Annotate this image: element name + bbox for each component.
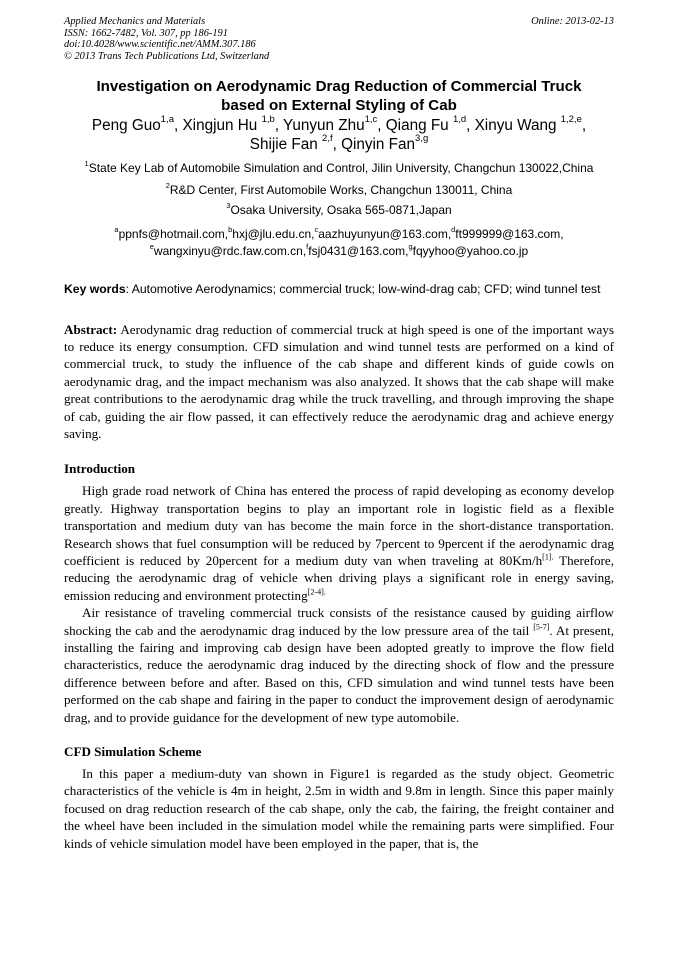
keywords <box>64 281 614 299</box>
paragraph-text: Therefore, reducing the aerodynamic drag of vehicle when driving plays a significant role in energy saving, emission reducing and environment protecting <box>64 552 615 603</box>
email-mark: c <box>314 224 319 234</box>
author-affiliation-mark: 1,a <box>160 114 174 126</box>
paragraph-text: . At present, installing the fairing and improving cab design have been adopted greatly to improve the flow field characteristics, reduce the aerodynamic drag induced by the directing shock of flow and the pressure difference between before and after. Based on this, CFD simulation and wind tunnel tests have been performed on the cab shape and fairing in the paper to conduct the improvement design of aerodynamic drag, and to provide guidance for the development of new type automobile. <box>64 622 614 725</box>
author-name: Shijie Fan <box>249 136 323 153</box>
email-address[interactable]: hxj@jlu.edu.cn, <box>232 227 315 241</box>
affiliation-mark: 3 <box>226 200 231 210</box>
author-affiliation-mark: 1,c <box>364 114 378 126</box>
author-name: Qiang Fu <box>385 117 453 134</box>
affiliation-1 <box>64 158 614 176</box>
email-address[interactable]: fqyyhoo@yahoo.co.jp <box>412 244 529 258</box>
affiliation-mark: 1 <box>84 158 89 168</box>
keywords-text: : Automotive Aerodynamics; commercial truck; low-wind-drag cab; CFD; wind tunnel test <box>125 282 601 296</box>
online-date: Online: 2013-02-13 <box>531 16 614 27</box>
email-address[interactable]: wangxinyu@rdc.faw.com.cn, <box>153 244 307 258</box>
email-mark: d <box>451 224 456 234</box>
journal-doi: doi:10.4028/www.scientific.net/AMM.307.186 <box>64 39 256 50</box>
introduction-paragraph-1 <box>64 482 614 604</box>
author-line-2: Shijie Fan $^{2,f}$, Qinyin Fan$^{3,g}$ <box>249 133 429 153</box>
author-affiliation-mark: 3,g <box>415 133 429 145</box>
author-affiliation-mark: 1,d <box>452 114 467 126</box>
paragraph-text: Air resistance of traveling commercial truck consists of the resistance caused by guiding airflow shocking the cab and the aerodynamic drag induced by the low pressure area of the tail <box>64 605 614 638</box>
email-mark: a <box>114 224 119 234</box>
journal-header <box>64 16 614 62</box>
author-name: Peng Guo <box>91 117 161 134</box>
author-name: Xingjun Hu <box>182 117 262 134</box>
abstract <box>64 321 614 443</box>
email-address[interactable]: ft999999@163.com, <box>455 227 564 241</box>
author-name: Qinyin Fan <box>341 136 416 153</box>
affiliation-2 <box>64 180 614 198</box>
author-name: Yunyun Zhu <box>282 117 365 134</box>
paper-title <box>64 77 614 115</box>
title-line-1: Investigation on Aerodynamic Drag Reduction of Commercial Truck <box>96 78 582 95</box>
author-list <box>64 116 614 154</box>
title-line-2: based on External Styling of Cab <box>221 97 457 114</box>
cfd-paragraph-1: In this paper a medium-duty van shown in Figure1 is regarded as the study object. Geometric characteristics of the vehicle is 4m in height, 2.5m in width and 9.8m in length. Since this paper mainly focused on drag reduction research of the cab shape, only the cab, the fairing, the freight container and the wheel have been included in the simulation model while the remaining parts were simplified. Four kinds of vehicle simulation model have been employed in the paper, that is, the <box>64 766 614 851</box>
affiliation-3 <box>64 200 614 218</box>
citation-ref: [2-4]. <box>307 587 326 597</box>
affiliation-text: Osaka University, Osaka 565-0871,Japan <box>230 203 452 217</box>
email-mark: g <box>408 241 413 251</box>
email-address[interactable]: fsj0431@163.com, <box>308 244 409 258</box>
paragraph-text: High grade road network of China has entered the process of rapid developing as economy develop greatly. Highway transportation begins to play an important role in logistic field as a flexible transportation and medium duty van has become the main force in the short-distance transportation. Research shows that fuel consumption will be reduced by 7percent to 9percent if the aerodynamic drag coefficient is reduced by 20percent for a medium duty van when traveling at 80Km/h <box>64 483 614 568</box>
email-mark: b <box>228 224 233 234</box>
email-mark: e <box>149 241 154 251</box>
email-address[interactable]: ppnfs@hotmail.com, <box>118 227 229 241</box>
email-address[interactable]: aazhuyunyun@163.com, <box>318 227 452 241</box>
email-mark: f <box>306 241 309 251</box>
citation-ref: [1]. <box>542 552 554 562</box>
introduction-heading: Introduction <box>64 461 136 477</box>
email-line-1 <box>64 226 614 243</box>
author-affiliation-mark: 1,2,e <box>560 114 582 126</box>
cfd-heading: CFD Simulation Scheme <box>64 744 202 760</box>
email-line-2 <box>64 243 614 260</box>
journal-issn: ISSN: 1662-7482, Vol. 307, pp 186-191 <box>64 27 228 39</box>
affiliation-text: R&D Center, First Automobile Works, Changchun 130011, China <box>169 183 513 197</box>
author-name: Xinyu Wang <box>474 117 561 134</box>
abstract-text: Aerodynamic drag reduction of commercial truck at high speed is one of the important ways to reduce its energy consumption. CFD simulation and wind tunnel tests are performed on a kind of commercial truck, to study the influence of the cab shape and different kinds of guide cowls on aerodynamic drag, and the impact mechanism was also analyzed. It shows that the cab shape will make great contributions to the aerodynamic drag while the truck travelling, and through improving the shape of cab, guiding the air flow passed, it can effectively reduce the aerodynamic drag and achieve energy saving. <box>64 321 614 441</box>
journal-info <box>64 16 269 62</box>
affiliation-mark: 2 <box>165 180 170 190</box>
abstract-label: Abstract: <box>64 321 118 337</box>
affiliation-text: State Key Lab of Automobile Simulation and Control, Jilin University, Changchun 130022,China <box>88 161 594 175</box>
journal-copyright: © 2013 Trans Tech Publications Ltd, Switzerland <box>64 50 270 62</box>
author-line-1: Peng Guo$^{1,a}$, Xingjun Hu $^{1,b}$, Yunyun Zhu$^{1,c}$, Qiang Fu $^{1,d}$, Xinyu Wang $^{1,2,e}$, <box>91 114 587 134</box>
introduction-paragraph-2 <box>64 604 614 726</box>
author-affiliation-mark: 1,b <box>261 114 275 126</box>
keywords-label: Key words <box>64 282 126 296</box>
author-affiliation-mark: 2,f <box>322 133 333 145</box>
citation-ref: [5-7] <box>533 622 550 632</box>
journal-name: Applied Mechanics and Materials <box>64 16 206 27</box>
